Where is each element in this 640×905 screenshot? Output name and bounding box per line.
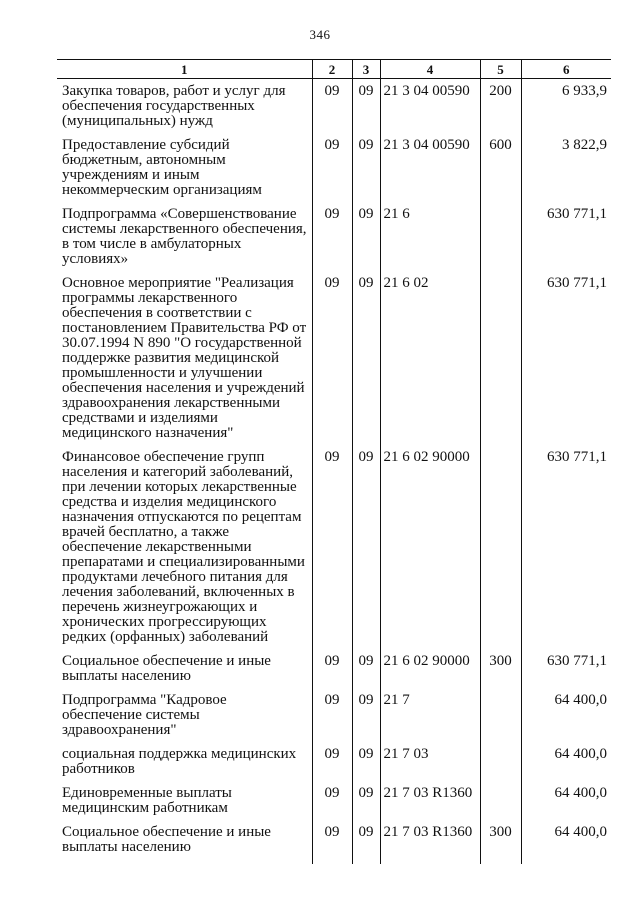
expense-type-code xyxy=(480,207,521,276)
row-name: Подпрограмма «Совершенствование системы лекарственного обеспечения, в том числе в амбулаторных условиях» xyxy=(62,206,307,267)
target-article-code: 21 6 02 xyxy=(380,276,480,450)
row-name: Подпрограмма "Кадровое обеспечение системы здравоохранения" xyxy=(62,692,227,738)
target-article-code: 21 7 03 R1360 xyxy=(380,825,480,864)
subsection-code: 09 xyxy=(352,207,380,276)
target-article-code: 21 7 03 xyxy=(380,747,480,786)
row-name: Социальное обеспечение и иные выплаты населению xyxy=(62,824,271,855)
table-row xyxy=(57,138,611,207)
amount: 64 400,0 xyxy=(521,747,611,786)
section-code: 09 xyxy=(312,138,352,207)
subsection-code: 09 xyxy=(352,825,380,864)
table-row xyxy=(57,825,611,864)
subsection-code: 09 xyxy=(352,786,380,825)
expense-type-code: 600 xyxy=(480,138,521,207)
budget-table xyxy=(57,59,611,864)
table-row xyxy=(57,450,611,654)
expense-type-code xyxy=(480,693,521,747)
row-name: Закупка товаров, работ и услуг для обеспечения государственных (муниципальных) нужд xyxy=(62,83,286,129)
table-row xyxy=(57,786,611,825)
expense-type-code: 300 xyxy=(480,825,521,864)
column-header-6: 6 xyxy=(521,60,611,79)
table-row xyxy=(57,79,611,139)
subsection-code: 09 xyxy=(352,138,380,207)
subsection-code: 09 xyxy=(352,79,380,139)
section-code: 09 xyxy=(312,79,352,139)
table-row xyxy=(57,207,611,276)
expense-type-code: 200 xyxy=(480,79,521,139)
table-row xyxy=(57,693,611,747)
section-code: 09 xyxy=(312,693,352,747)
section-code: 09 xyxy=(312,747,352,786)
target-article-code: 21 7 03 R1360 xyxy=(380,786,480,825)
amount: 6 933,9 xyxy=(521,79,611,139)
row-name: Единовременные выплаты медицинским работникам xyxy=(62,785,232,816)
column-header-4: 4 xyxy=(380,60,480,79)
section-code: 09 xyxy=(312,654,352,693)
row-name: социальная поддержка медицинских работников xyxy=(62,746,297,777)
amount: 64 400,0 xyxy=(521,693,611,747)
column-header-2: 2 xyxy=(312,60,352,79)
amount: 64 400,0 xyxy=(521,786,611,825)
amount: 3 822,9 xyxy=(521,138,611,207)
subsection-code: 09 xyxy=(352,450,380,654)
expense-type-code: 300 xyxy=(480,654,521,693)
subsection-code: 09 xyxy=(352,747,380,786)
subsection-code: 09 xyxy=(352,693,380,747)
row-name: Основное мероприятие "Реализация программы лекарственного обеспечения в соответствии с постановлением Правительства РФ от 30.07.1994 N 890 "О государственной поддержке развития медицинской промышленности и улучшении обеспечения населения и учреждений здравоохранения лекарственными средствами и изделиями медицинского назначения" xyxy=(62,275,307,441)
section-code: 09 xyxy=(312,207,352,276)
row-name: Социальное обеспечение и иные выплаты населению xyxy=(62,653,271,684)
column-header-5: 5 xyxy=(480,60,521,79)
expense-type-code xyxy=(480,276,521,450)
section-code: 09 xyxy=(312,786,352,825)
subsection-code: 09 xyxy=(352,276,380,450)
target-article-code: 21 6 02 90000 xyxy=(380,450,480,654)
table-row xyxy=(57,747,611,786)
table-header-row xyxy=(57,60,611,79)
target-article-code: 21 3 04 00590 xyxy=(380,138,480,207)
target-article-code: 21 6 xyxy=(380,207,480,276)
expense-type-code xyxy=(480,786,521,825)
amount: 630 771,1 xyxy=(521,207,611,276)
row-name: Предоставление субсидий бюджетным, автономным учреждениям и иным некоммерческим организациям xyxy=(62,137,262,198)
target-article-code: 21 6 02 90000 xyxy=(380,654,480,693)
column-header-3: 3 xyxy=(352,60,380,79)
table-row xyxy=(57,276,611,450)
column-header-1: 1 xyxy=(57,60,312,79)
section-code: 09 xyxy=(312,276,352,450)
amount: 630 771,1 xyxy=(521,450,611,654)
amount: 630 771,1 xyxy=(521,276,611,450)
table-row xyxy=(57,654,611,693)
amount: 630 771,1 xyxy=(521,654,611,693)
expense-type-code xyxy=(480,450,521,654)
amount: 64 400,0 xyxy=(521,825,611,864)
section-code: 09 xyxy=(312,450,352,654)
target-article-code: 21 7 xyxy=(380,693,480,747)
subsection-code: 09 xyxy=(352,654,380,693)
page-number: 346 xyxy=(309,27,331,42)
section-code: 09 xyxy=(312,825,352,864)
row-name: Финансовое обеспечение групп населения и категорий заболеваний, при лечении которых лекарственные средства и изделия медицинского назначения отпускаются по рецептам врачей бесплатно, а также обеспечение лекарственными препаратами и специализированными продуктами лечебного питания для лечения заболеваний, включенных в перечень жизнеугрожающих и хронических прогрессирующих редких (орфанных) заболеваний xyxy=(62,449,305,645)
expense-type-code xyxy=(480,747,521,786)
target-article-code: 21 3 04 00590 xyxy=(380,79,480,139)
